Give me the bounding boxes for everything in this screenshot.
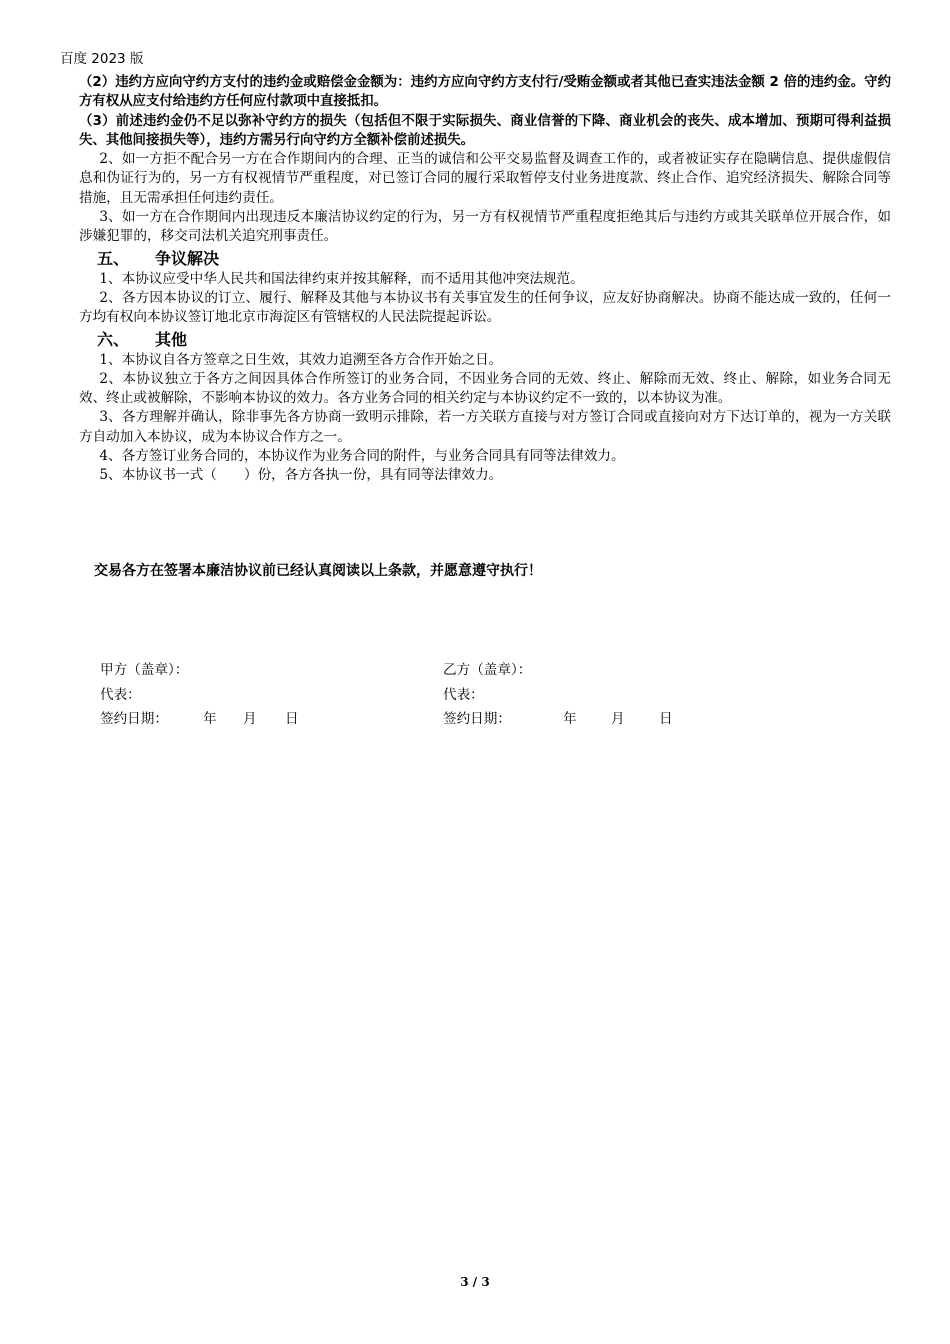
day-label: 日	[659, 711, 673, 727]
section-title: 争议解决	[155, 248, 220, 268]
signature-block-party-b	[443, 658, 673, 732]
party-b-seal-label: 乙方（盖章）：	[443, 662, 532, 678]
penalty-clause-3: 3、如一方在合作期间内出现违反本廉洁协议约定的行为，另一方有权视情节严重程度拒绝其后与违约方或其关联单位开展合作，如涉嫌犯罪的，移交司法机关追究刑事责任。	[79, 209, 891, 245]
other-clause-4: 4、各方签订业务合同的，本协议作为业务合同的附件，与业务合同具有同等法律效力。	[99, 448, 625, 465]
penalty-item-2: （2）违约方应向守约方支付的违约金或赔偿金金额为：违约方应向守约方支付行/受贿金额或者其他已查实违法金额 2 倍的违约金。守约方有权从应支付给违约方任何应付款项中直接抵扣。	[79, 75, 891, 110]
version-header: 百度 2023 版	[60, 51, 144, 67]
document-body	[79, 73, 891, 486]
other-clause-2: 2、本协议独立于各方之间因具体合作所签订的业务合同，不因业务合同的无效、终止、解除而无效、终止、解除，如业务合同无效、终止或被解除，不影响本协议的效力。各方业务合同的相关约定与本协议约定不一致的，以本协议为准。	[79, 370, 891, 407]
party-a-representative-label: 代表：	[100, 686, 141, 703]
dispute-clause-2: 2、各方因本协议的订立、履行、解释及其他与本协议书有关事宜发生的任何争议，应友好协商解决。协商不能达成一致的，任何一方均有权向本协议签订地北京市海淀区有管辖权的人民法院提起诉讼。	[79, 289, 891, 326]
day-label: 日	[285, 711, 299, 727]
date-label: 签约日期：	[443, 711, 511, 727]
other-clause-1: 1、本协议自各方签章之日生效，其效力追溯至各方合作开始之日。	[99, 351, 503, 368]
signature-block-party-a	[100, 658, 299, 732]
confirmation-statement: 交易各方在签署本廉洁协议前已经认真阅读以上条款，并愿意遵守执行！	[94, 563, 542, 579]
section-number: 六、	[97, 329, 130, 349]
section-title: 其他	[155, 329, 188, 349]
party-a-seal-label: 甲方（盖章）：	[100, 662, 189, 678]
section-heading-other	[79, 329, 891, 351]
party-b-representative-label: 代表：	[443, 686, 484, 703]
month-label: 月	[611, 711, 625, 727]
year-label: 年	[203, 711, 217, 727]
party-b-date-row	[443, 707, 673, 732]
year-label: 年	[563, 711, 577, 727]
party-a-date-row	[100, 707, 299, 732]
date-label: 签约日期：	[100, 711, 168, 727]
page-number: 3 / 3	[460, 1275, 490, 1289]
penalty-clause-2: 2、如一方拒不配合另一方在合作期间内的合理、正当的诚信和公平交易监督及调查工作的，或者被证实存在隐瞒信息、提供虚假信息和伪证行为的，另一方有权视情节严重程度，对已签订合同的履行采取暂停支付业务进度款、终止合作、追究经济损失、解除合同等措施，且无需承担任何违约责任。	[79, 151, 891, 206]
section-number: 五、	[97, 248, 130, 268]
section-heading-dispute	[79, 248, 891, 270]
month-label: 月	[243, 711, 257, 727]
penalty-item-3: （3）前述违约金仍不足以弥补守约方的损失（包括但不限于实际损失、商业信誉的下降、商业机会的丧失、成本增加、预期可得利益损失、其他间接损失等），违约方需另行向守约方全额补偿前述损失。	[79, 113, 891, 148]
dispute-clause-1: 1、本协议应受中华人民共和国法律约束并按其解释，而不适用其他冲突法规范。	[99, 270, 584, 287]
other-clause-5: 5、本协议书一式（ ）份，各方各执一份，具有同等法律效力。	[99, 467, 503, 484]
other-clause-3: 3、各方理解并确认，除非事先各方协商一致明示排除，若一方关联方直接与对方签订合同或直接向对方下达订单的，视为一方关联方自动加入本协议，成为本协议合作方之一。	[79, 409, 891, 445]
